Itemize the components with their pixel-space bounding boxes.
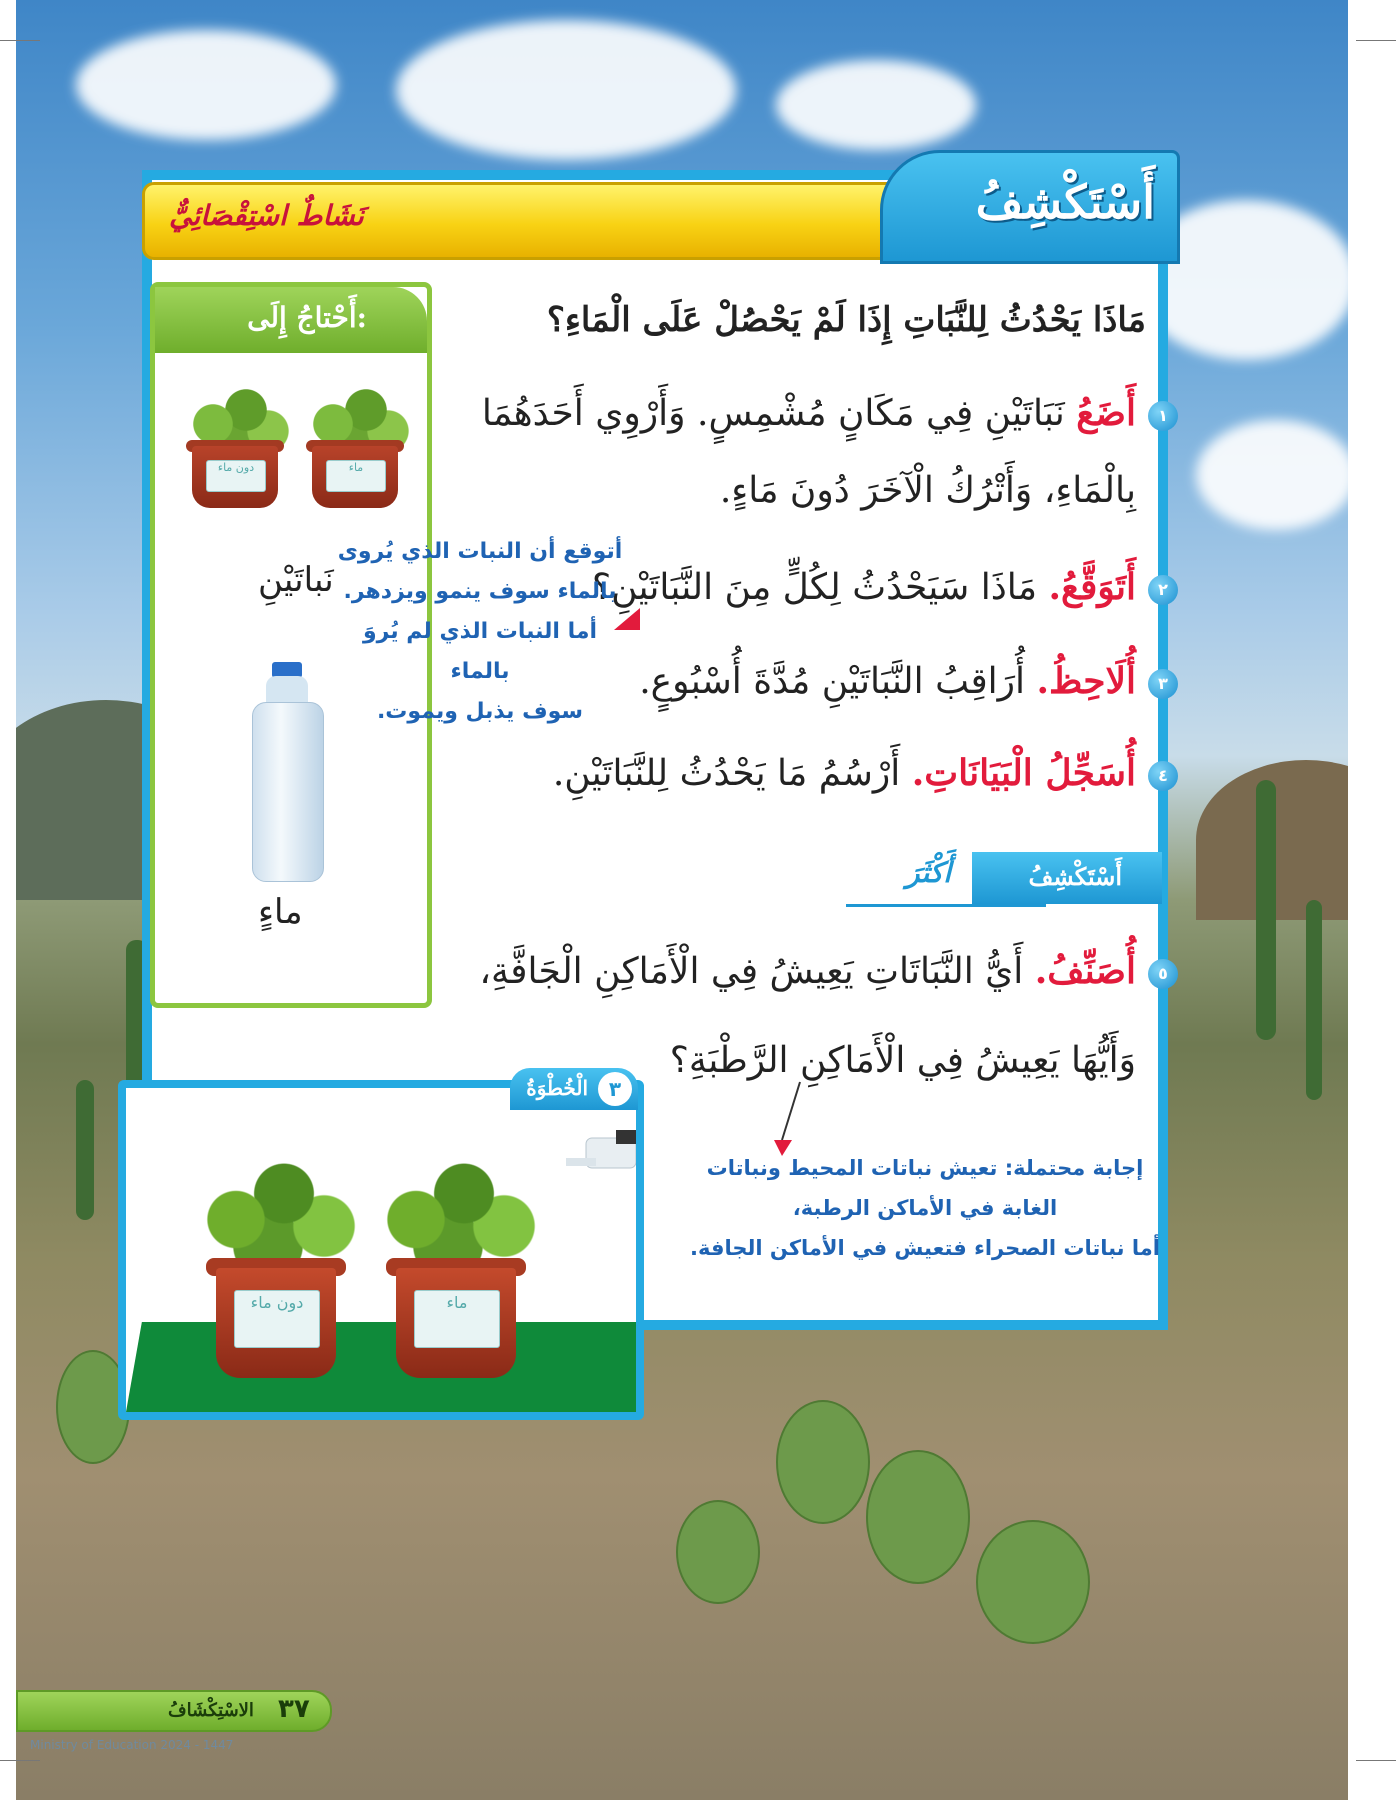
watermark: Ministry of Education 2024 - 1447 bbox=[30, 1738, 234, 1752]
answer-line: أتوقع أن النبات الذي يُروى bbox=[337, 539, 623, 564]
arrow-icon bbox=[770, 1080, 810, 1160]
step-1 bbox=[482, 392, 1178, 434]
footer-title: الاسْتِكْشَافُ bbox=[168, 1700, 254, 1721]
step-text: أُرَاقِبُ النَّبَاتَيْنِ مُدَّةَ أُسْبُوعٍ. bbox=[639, 661, 1026, 702]
answer-line: أما النبات الذي لم يُروَ بالماء bbox=[363, 619, 597, 684]
investigation-question: مَاذَا يَحْدُثُ لِلنَّبَاتِ إِذَا لَمْ يَحْصُلْ عَلَى الْمَاءِ؟ bbox=[546, 300, 1146, 340]
pot-label: دون ماء bbox=[234, 1290, 320, 1348]
step-badge bbox=[510, 1068, 638, 1110]
pot-label: ماء bbox=[326, 460, 386, 492]
answer-line: بالماء سوف ينمو ويزدهر. bbox=[343, 579, 617, 604]
step-4 bbox=[553, 752, 1178, 794]
step-number: ٢ bbox=[1148, 575, 1178, 605]
step-verb: أَضَعُ bbox=[1076, 392, 1136, 434]
answer-line: إجابة محتملة: تعيش نباتات المحيط ونباتات bbox=[706, 1156, 1144, 1180]
step-1-continued: بِالْمَاءِ، وَأَتْرُكُ الْآخَرَ دُونَ مَاءٍ. bbox=[719, 470, 1136, 511]
photo-pot-nowater bbox=[196, 1148, 356, 1398]
step-verb: أَتَوَقَّعُ. bbox=[1048, 566, 1136, 608]
step-number: ٤ bbox=[1148, 761, 1178, 791]
page-number: ٣٧ bbox=[278, 1694, 310, 1724]
header-strip bbox=[142, 182, 912, 260]
page-footer bbox=[16, 1690, 332, 1732]
step-verb: أُسَجِّلُ الْبَيَانَاتِ. bbox=[911, 752, 1136, 794]
explore-more-tab bbox=[972, 852, 1162, 904]
explore-more-banner bbox=[846, 852, 1162, 906]
step-photo bbox=[118, 1080, 644, 1420]
step-text: أَيُّ النَّبَاتَاتِ يَعِيشُ فِي الْأَمَاكِنِ الْجَافَّةِ، bbox=[479, 951, 1024, 992]
step-number: ٣ bbox=[1148, 669, 1178, 699]
classification-answer bbox=[690, 1148, 1160, 1268]
step-text: مَاذَا سَيَحْدُثُ لِكُلٍّ مِنَ النَّبَاتَيْنِ؟ bbox=[592, 567, 1038, 608]
crop-mark bbox=[1356, 1760, 1396, 1761]
step-text: أَرْسُمُ مَا يَحْدُثُ لِلنَّبَاتَيْنِ. bbox=[552, 753, 901, 794]
step-verb: أُلَاحِظُ. bbox=[1036, 660, 1136, 702]
photo-pot-water bbox=[376, 1148, 536, 1398]
explore-more-more: أَكْثَرَ bbox=[906, 856, 952, 889]
header-tab bbox=[880, 150, 1180, 264]
step-badge-number: ٣ bbox=[598, 1072, 632, 1106]
explore-more-label: أَسْتَكْشِفُ bbox=[1028, 862, 1122, 891]
materials-header bbox=[155, 287, 427, 353]
pot-label: دون ماء bbox=[206, 460, 266, 492]
step-2 bbox=[592, 566, 1178, 608]
step-verb: أُصَنِّفُ. bbox=[1034, 950, 1136, 992]
step-5 bbox=[479, 950, 1178, 992]
crop-mark bbox=[0, 40, 40, 41]
plant-pot-nowater bbox=[180, 382, 290, 512]
page-title: أَسْتَكْشِفُ bbox=[975, 175, 1155, 229]
answer-line: سوف يذبل ويموت. bbox=[376, 699, 584, 724]
step-number: ٥ bbox=[1148, 959, 1178, 989]
crop-mark bbox=[1356, 40, 1396, 41]
answer-line: أما نباتات الصحراء فتعيش في الأماكن الجافة. bbox=[690, 1236, 1160, 1260]
step-number: ١ bbox=[1148, 401, 1178, 431]
explore-more-underline bbox=[846, 904, 1046, 907]
step-3 bbox=[639, 660, 1178, 702]
pot-label: ماء bbox=[414, 1290, 500, 1348]
water-label: ماءٍ bbox=[258, 892, 303, 932]
plants-label: نَباتَيْنِ bbox=[258, 560, 334, 600]
materials-title: أَحْتاجُ إِلَى: bbox=[247, 301, 367, 334]
step-5-continued: وَأَيُّهَا يَعِيشُ فِي الْأَمَاكِنِ الرَّطْبَةِ؟ bbox=[669, 1040, 1136, 1081]
arrow-icon bbox=[610, 600, 650, 640]
water-bottle-image bbox=[252, 662, 322, 880]
header-subtitle: نَشَاطٌ اسْتِقْصَائِيٌّ bbox=[169, 199, 364, 232]
prediction-answer bbox=[330, 532, 630, 732]
answer-line: الغابة في الأماكن الرطبة، bbox=[792, 1196, 1058, 1220]
step-badge-label: الْخُطْوَةُ bbox=[526, 1076, 588, 1100]
watering-can-icon bbox=[546, 1128, 636, 1188]
plant-pot-water bbox=[300, 382, 410, 512]
step-text: نَبَاتَيْنِ فِي مَكَانٍ مُشْمِسٍ. وَأَرْوِي أَحَدَهُمَا bbox=[481, 393, 1065, 434]
crop-mark bbox=[0, 1760, 40, 1761]
